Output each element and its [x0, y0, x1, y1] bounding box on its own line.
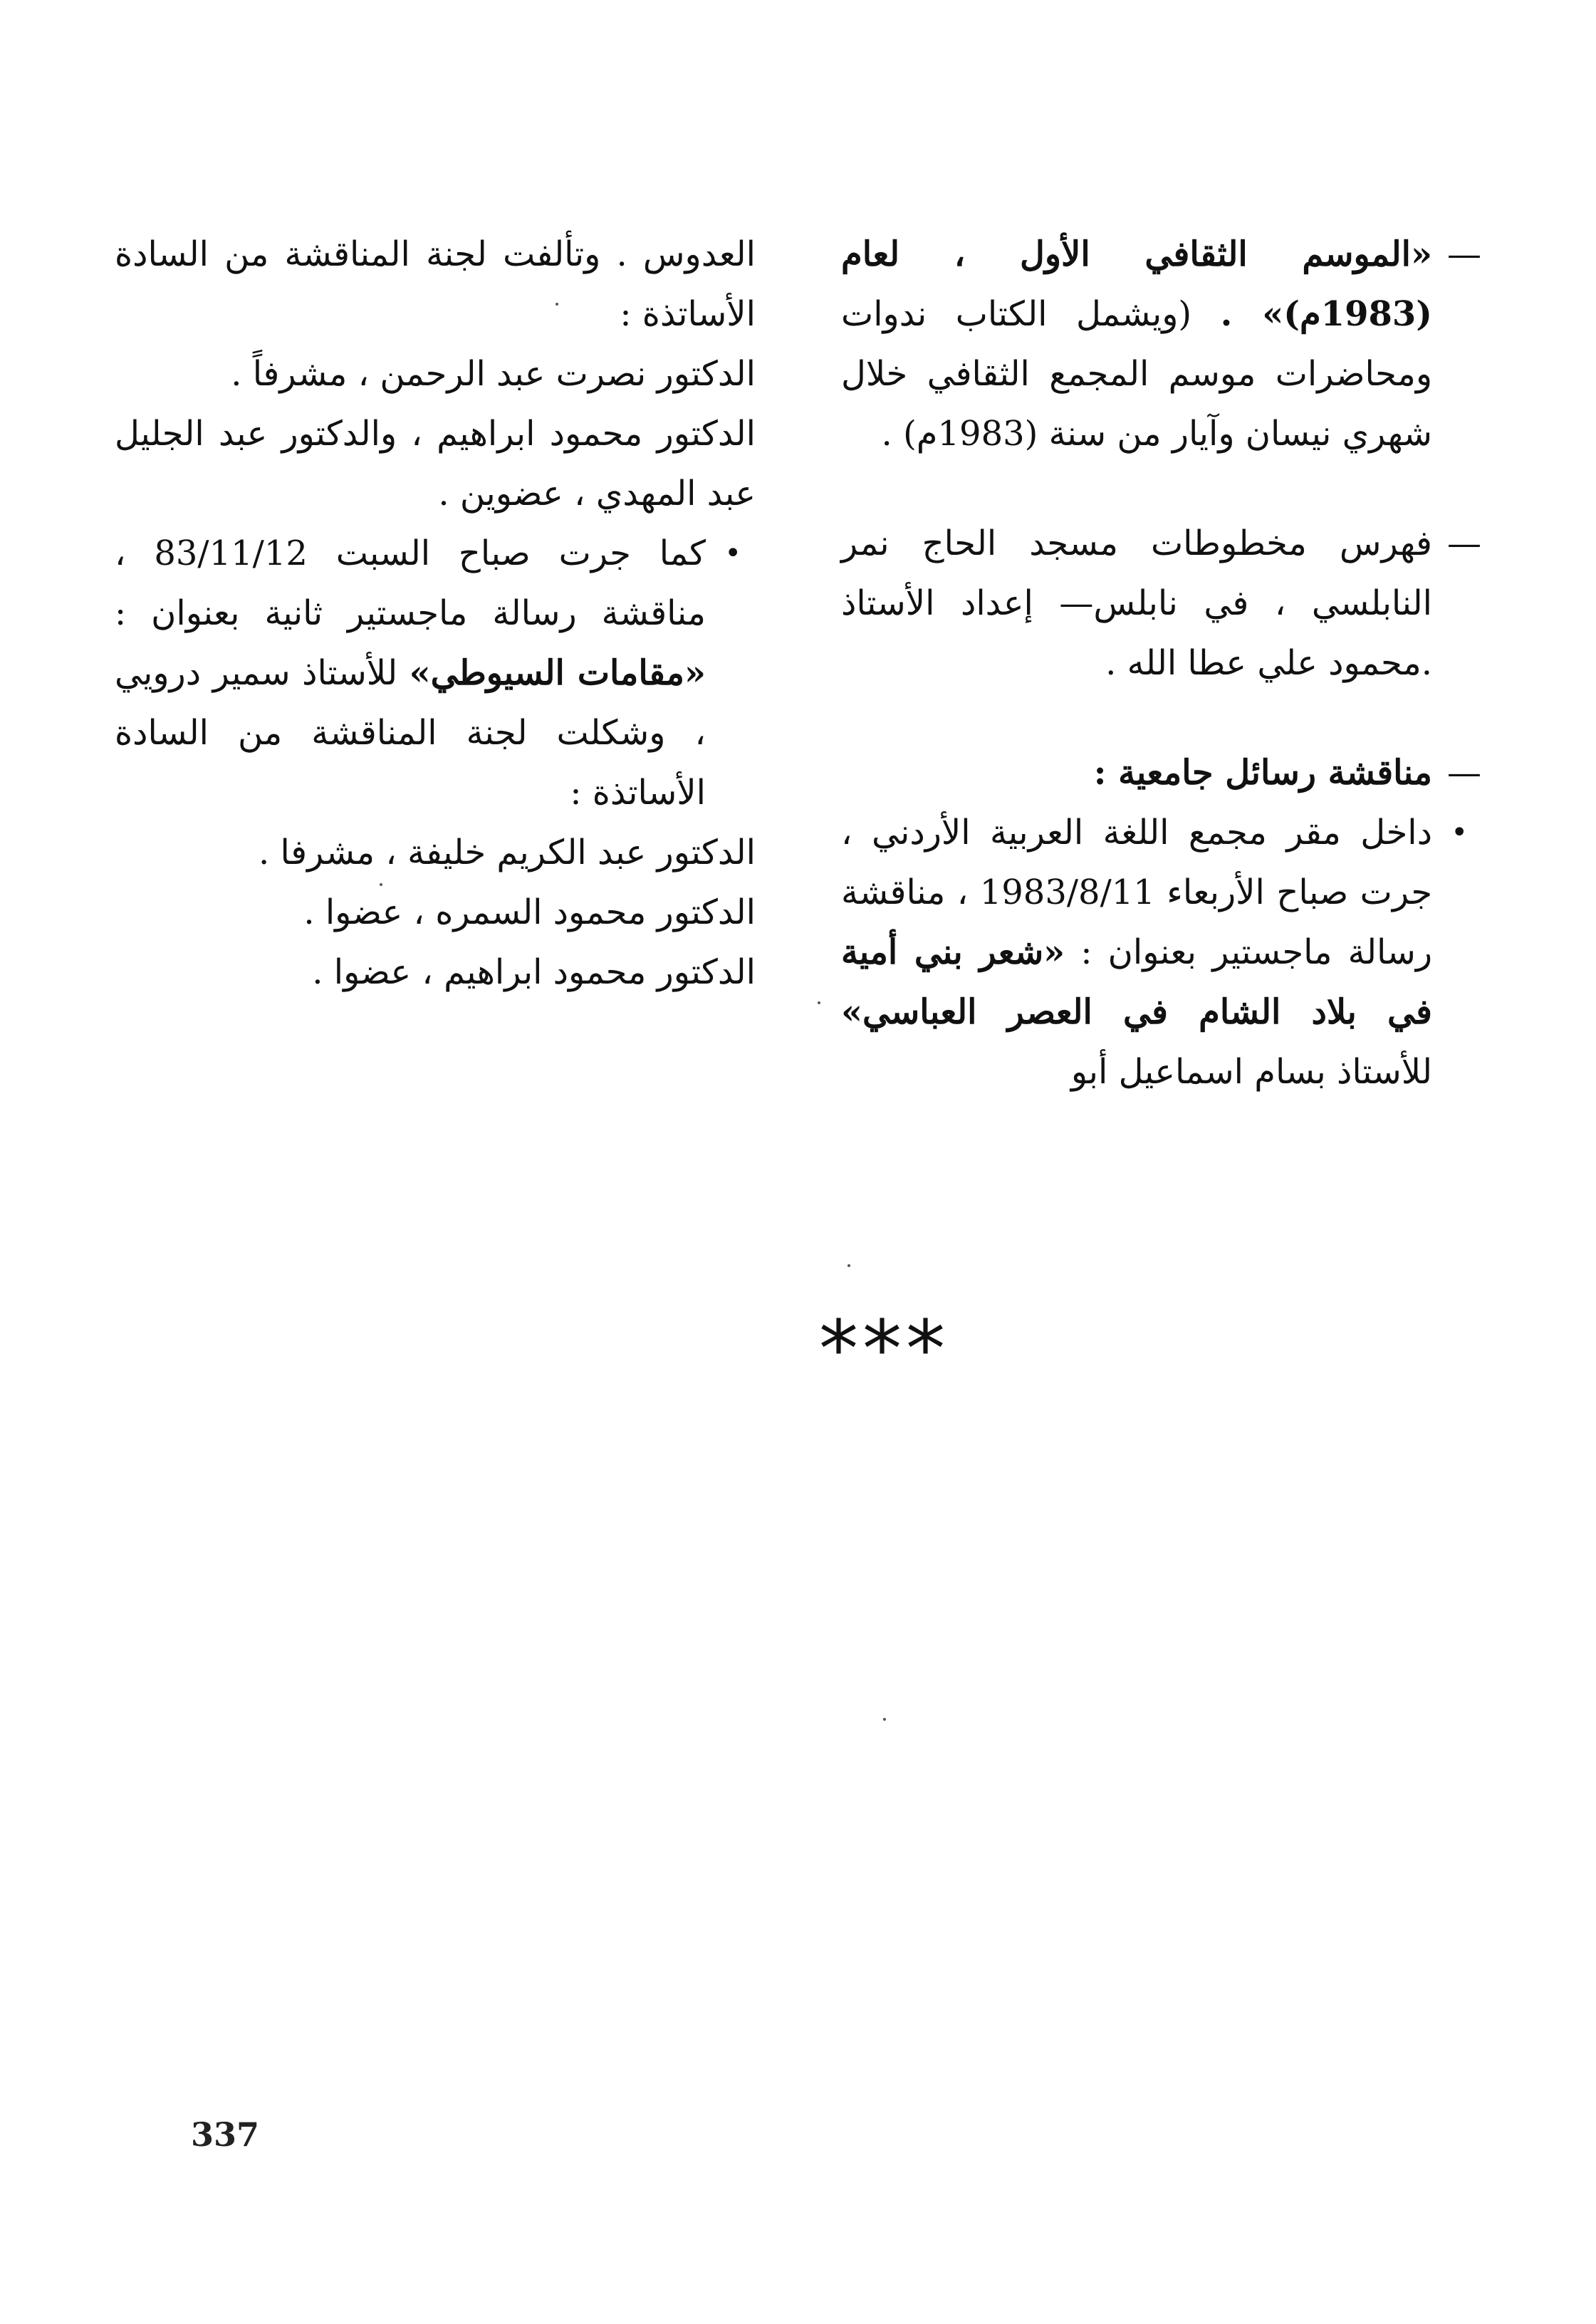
bullet-icon: •	[724, 537, 741, 570]
thesis-text: داخل مقر مجمع اللغة العربية الأردني ، جرت صباح الأربعاء 1983/8/11 ، مناقشة رسالة ماجستير بعنوان :	[841, 813, 1432, 972]
committee-member: الدكتور عبد الكريم خليفة ، مشرفا .	[259, 833, 756, 872]
scan-speck	[883, 1718, 886, 1721]
right-column	[841, 224, 1482, 1102]
thesis-text: كما جرت صباح السبت 83/11/12 ، مناقشة رسالة ماجستير ثانية بعنوان :	[115, 533, 706, 633]
dash-marker: —	[1447, 234, 1481, 274]
bullet-icon: •	[1451, 816, 1468, 849]
thesis-item-2	[115, 523, 756, 823]
thesis-title: «شعر بني أمية في بلاد الشام في العصر العباسي»	[841, 932, 1432, 1032]
scan-speck	[847, 1264, 850, 1267]
entry-title: «الموسم الثقافي الأول ، لعام (1983م)» .	[841, 234, 1432, 334]
continuation-text: العدوس . وتألفت لجنة المناقشة من السادة الأساتذة :	[115, 234, 756, 334]
scan-speck	[380, 883, 382, 886]
entry-text: (ويشمل الكتاب ندوات ومحاضرات موسم المجمع الثقافي خلال شهري نيسان وآيار من سنة (1983م) .	[841, 294, 1432, 454]
entry-thesis-discussions	[841, 743, 1482, 1102]
committee-member: الدكتور نصرت عبد الرحمن ، مشرفاً .	[231, 354, 756, 394]
committee-member: الدكتور محمود ابراهيم ، عضوا .	[312, 952, 756, 992]
committee-member: الدكتور محمود ابراهيم ، والدكتور عبد الجليل عبد المهدي ، عضوين .	[115, 414, 756, 514]
thesis-item-1	[841, 803, 1482, 1102]
dash-marker: —	[1447, 523, 1481, 563]
section-heading: مناقشة رسائل جامعية :	[1093, 753, 1432, 793]
section-separator: ***	[819, 1303, 949, 1395]
thesis-author: للأستاذ بسام اسماعيل أبو	[1070, 1052, 1432, 1092]
scan-speck	[556, 303, 558, 306]
committee-member: الدكتور محمود السمره ، عضوا .	[303, 892, 756, 932]
entry-cultural-season	[841, 224, 1482, 464]
thesis-author: للأستاذ سمير درويي ، وشكلت لجنة المناقشة من السادة الأساتذة :	[115, 653, 706, 813]
left-column	[115, 224, 756, 1002]
scan-speck	[818, 1001, 820, 1004]
entry-manuscripts-index	[841, 514, 1482, 693]
entry-title: فهرس مخطوطات مسجد الحاج نمر النابلسي ، في نابلس— إعداد الأستاذ .محمود علي عطا الله .	[841, 523, 1433, 683]
page-number: 337	[191, 2115, 260, 2154]
dash-marker: —	[1447, 753, 1481, 793]
thesis-title: «مقامات السيوطي»	[409, 653, 706, 693]
